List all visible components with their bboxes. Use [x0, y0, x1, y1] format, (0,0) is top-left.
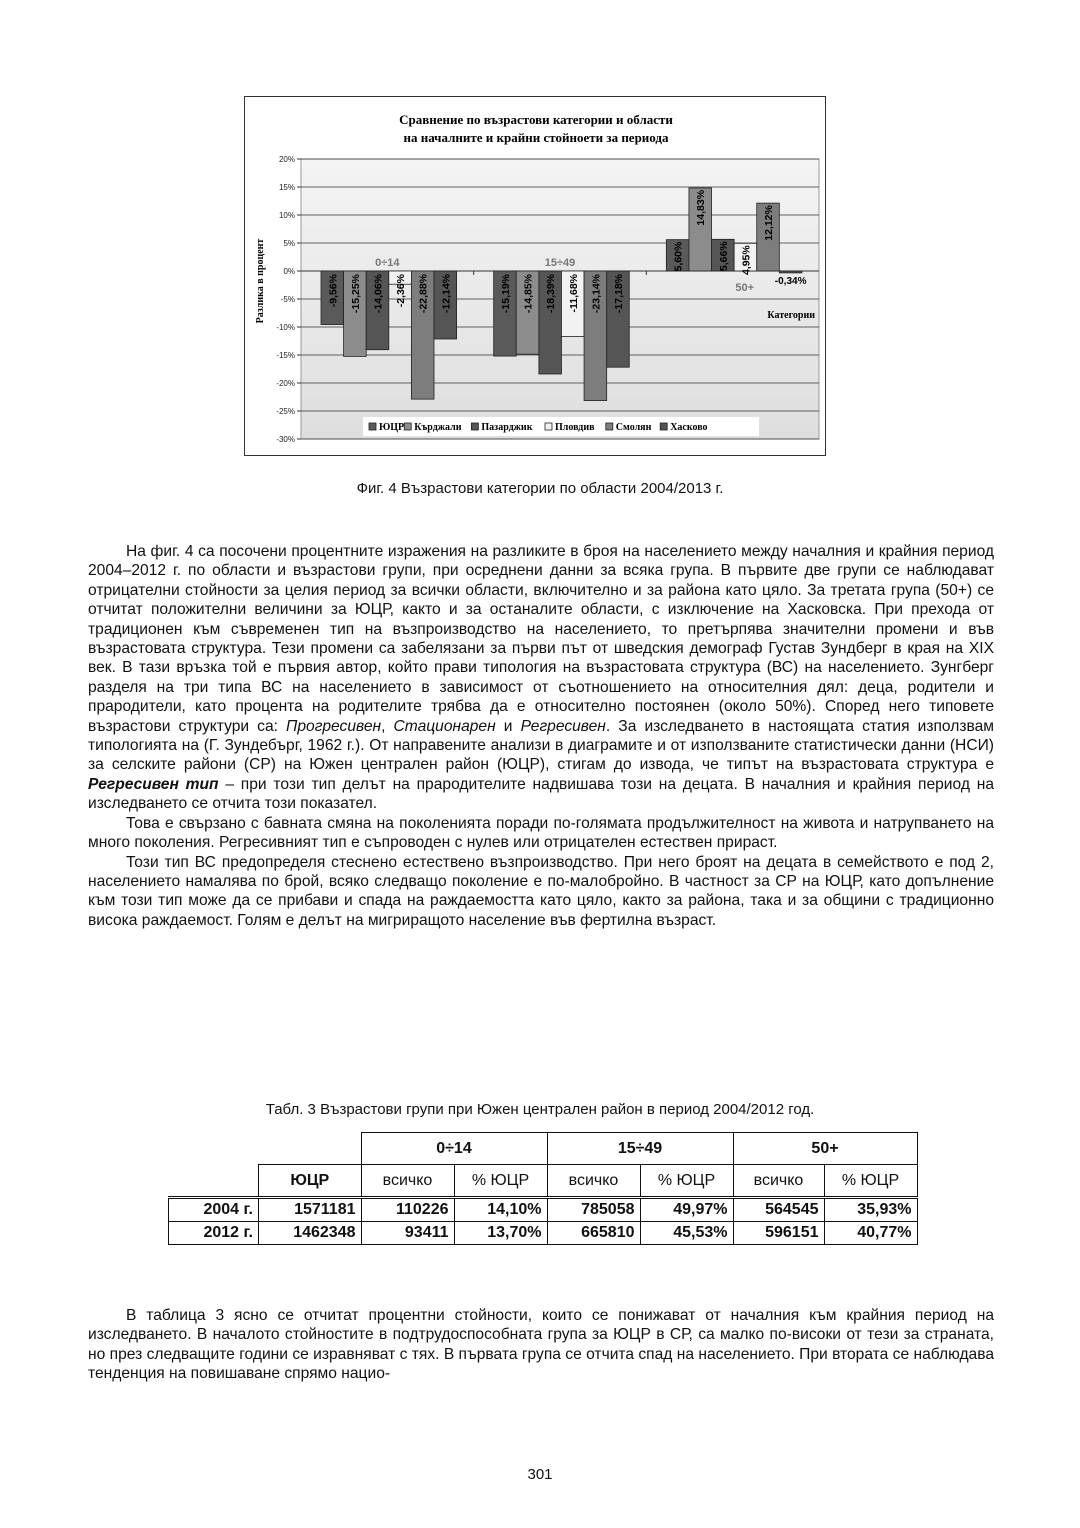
y-tick-label: 10% — [278, 211, 295, 220]
legend-swatch — [606, 423, 613, 430]
cell: 13,70% — [454, 1222, 547, 1245]
data-label: -23,14% — [590, 274, 603, 314]
table-column-header — [169, 1165, 918, 1198]
column-header: ЮЦР — [259, 1165, 362, 1198]
cell: 49,97% — [640, 1198, 733, 1222]
body-text-lower — [88, 1306, 994, 1384]
group-header: 0÷14 — [361, 1133, 547, 1165]
cell: 785058 — [547, 1198, 640, 1222]
cell: 45,53% — [640, 1222, 733, 1245]
table-row — [169, 1222, 918, 1245]
data-label: 12,12% — [763, 205, 776, 241]
legend-swatch — [545, 423, 552, 430]
legend-swatch — [369, 423, 376, 430]
data-label: -15,19% — [499, 274, 512, 314]
data-label: 5,60% — [672, 241, 685, 272]
y-tick-label: -10% — [276, 323, 295, 332]
data-label: 14,83% — [695, 189, 708, 226]
group-header: 15÷49 — [547, 1133, 733, 1165]
y-tick-label: 20% — [278, 155, 295, 164]
text-run: На фиг. 4 са посочени процентните изражения на разликите в броя на населението между началния и крайния период 2004–2012 г. по области и възрастови групи, при осреднени данни за всяка група. В първите две групи се наблюдават отрицателни стойности за целия период за всички области, включително и за района като цяло. За третата група (50+) се отчитат положителни величини за ЮЦР, както и за останалите области, с изключение на Хасковска. При прехода от традиционен към съвременен тип на възпроизводство на населението, то претърпява значителни промени и във възрастовата структура. Тези промени са забелязани за първи път от шведския демограф Густав Зундберг в края на XIX век. В тази връзка той е първия автор, който прави типология на възрастовата структура (ВС) на населението. Зунгберг разделя на три типа ВС на населението в зависимост от съотношението на относителния дял: деца, родители и прародители, като процента на родителите трябва да е относително постоянен (около 50%). Според него типовете възрастови структури са: — [88, 543, 994, 735]
legend-label: Кърджали — [414, 422, 462, 433]
y-tick-label: -30% — [276, 435, 295, 444]
figure-caption: Фиг. 4 Възрастови категории по области 2004/2013 г. — [356, 480, 724, 497]
legend-swatch — [471, 423, 478, 430]
paragraph-4: В таблица 3 ясно се отчитат процентни стойности, които се понижават от началния към крайния период на изследването. В началото стойностите в подтрудоспособната група за ЮЦР в СР, са малко по-високи от тези за страната, но през следващите години се изравняват с тях. В първата група се отчита спад на населението. При втората се наблюдава тенденция на повишаване спрямо нацио- — [88, 1307, 994, 1383]
legend-label: Пазарджик — [481, 422, 533, 433]
text-run: – при този тип делът на прародителите надвишава този на децата. В началния и крайния период на изследването се отчита този показател. — [88, 775, 994, 813]
y-tick-label: -5% — [280, 295, 295, 304]
bold-italic-term: Регресивен тип — [88, 775, 219, 793]
cell: 596151 — [733, 1222, 824, 1245]
data-label: -15,25% — [349, 274, 362, 314]
italic-term: Регресивен — [520, 717, 606, 735]
cell: 1571181 — [259, 1198, 362, 1222]
column-header: всичко — [547, 1165, 640, 1198]
text-run: и — [495, 717, 521, 735]
category-label: 15÷49 — [544, 257, 576, 269]
y-tick-label: 15% — [278, 183, 295, 192]
y-tick-label: -20% — [276, 379, 295, 388]
italic-term: Прогресивен — [286, 717, 382, 735]
cell: 110226 — [361, 1198, 454, 1222]
group-header: 50+ — [733, 1133, 917, 1165]
data-label: -14,85% — [522, 274, 535, 314]
column-header: % ЮЦР — [454, 1165, 547, 1198]
bar-Хасково — [779, 271, 802, 273]
data-label: 5,66% — [717, 241, 730, 272]
data-label: -17,18% — [612, 274, 625, 314]
category-label: 0÷14 — [375, 257, 400, 269]
chart-svg — [245, 97, 827, 457]
italic-term: Стационарен — [393, 717, 496, 735]
cell: 14,10% — [454, 1198, 547, 1222]
data-label: -2,36% — [395, 274, 408, 308]
column-header: всичко — [733, 1165, 824, 1198]
cell: 1462348 — [259, 1222, 362, 1245]
category-label: 50+ — [735, 282, 755, 295]
column-header: % ЮЦР — [824, 1165, 917, 1198]
legend-label: Хасково — [670, 422, 708, 433]
column-header: всичко — [361, 1165, 454, 1198]
body-text-upper — [88, 542, 994, 930]
cell: 665810 — [547, 1222, 640, 1245]
legend-label: Пловдив — [555, 422, 595, 433]
cell: 2004 г. — [169, 1198, 259, 1222]
y-tick-label: 0% — [283, 267, 295, 276]
data-label: -9,56% — [327, 274, 340, 308]
column-header: % ЮЦР — [640, 1165, 733, 1198]
y-tick-label: 5% — [283, 239, 295, 248]
table-caption: Табл. 3 Възрастови групи при Южен централен район в период 2004/2012 год. — [265, 1101, 815, 1118]
data-label: -14,06% — [372, 274, 385, 314]
data-label: -22,88% — [417, 274, 430, 314]
legend-label: ЮЦР — [379, 422, 405, 433]
paragraph-3: Този тип ВС предопределя стеснено естествено възпроизводство. При него броят на децата в семейството е под 2, населението намалява по брой, всяко следващо поколение е по-малобройно. В частност за СР на ЮЦР, като допълнение към този тип може да се прибави и спада на раждаемостта като цяло, както за района, така и за общини с традиционно висока раждаемост. Голям е делът на мигриращото население във фертилна възраст. — [88, 853, 994, 929]
cell: 564545 — [733, 1198, 824, 1222]
legend-label: Смолян — [615, 422, 652, 433]
legend-swatch — [660, 423, 667, 430]
text-run: , — [381, 717, 394, 735]
data-label: 4,95% — [740, 245, 753, 276]
data-label: -18,39% — [545, 274, 558, 314]
data-label: -12,14% — [440, 274, 453, 314]
table-row — [169, 1198, 918, 1222]
page-number: 301 — [527, 1466, 553, 1483]
legend-swatch — [404, 423, 411, 430]
cell: 35,93% — [824, 1198, 917, 1222]
x-axis-title: Категории — [767, 310, 815, 322]
paragraph-1 — [88, 542, 994, 814]
cell: 93411 — [361, 1222, 454, 1245]
age-groups-table — [168, 1132, 918, 1245]
y-tick-label: -15% — [276, 351, 295, 360]
cell: 2012 г. — [169, 1222, 259, 1245]
cell: 40,77% — [824, 1222, 917, 1245]
data-label: -0,34% — [774, 276, 807, 287]
table-group-header — [169, 1133, 918, 1165]
paragraph-2: Това е свързано с бавната смяна на поколенията поради по-голямата продължителност на живота и натрупването на много поколения. Регресивният тип е съпроводен с нулев или отрицателен естествен прираст. — [88, 814, 994, 852]
data-label: -11,68% — [567, 274, 580, 313]
text-run: . За изследването в настоящата статия използвам типологията на (Г. Зундебърг, 1962 г.). От направените анализи в диаграмите и от използваните статистически данни (НСИ) за селските райони (СР) на Южен централен район (ЮЦР), стигам до извода, че типът на възрастовата структура е — [88, 717, 994, 774]
chart-title: на началните и крайни стойноети за периода — [403, 130, 669, 145]
figure-4-chart — [244, 96, 826, 456]
y-tick-label: -25% — [276, 407, 295, 416]
chart-title: Сравнение по възрастови категории и области — [399, 112, 673, 127]
y-axis-title: Разлика в процент — [255, 238, 266, 324]
